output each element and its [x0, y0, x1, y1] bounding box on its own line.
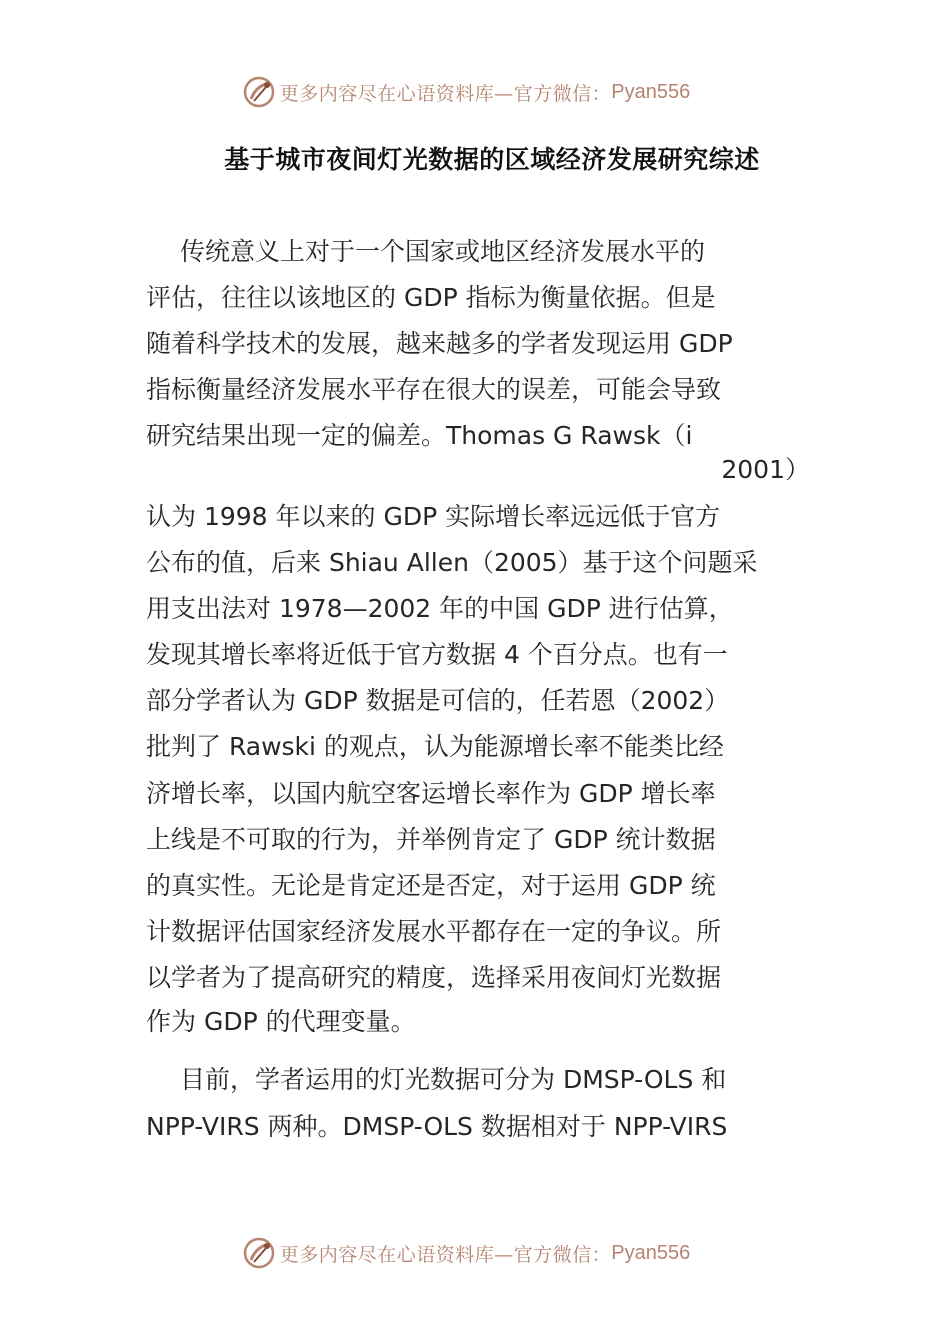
paragraph-line: NPP-VIRS 两种。DMSP-OLS 数据相对于 NPP-VIRS: [146, 1112, 728, 1141]
banner-wechat-id: Pyan556: [611, 1241, 691, 1264]
paragraph-line: 传统意义上对于一个国家或地区经济发展水平的: [180, 237, 706, 266]
page-title: 基于城市夜间灯光数据的区域经济发展研究综述: [224, 145, 760, 174]
paragraph-line: 研究结果出现一定的偏差。Thomas G Rawsk（i: [146, 421, 693, 450]
paragraph-line: 以学者为了提高研究的精度，选择采用夜间灯光数据: [146, 963, 722, 992]
paragraph-line: 计数据评估国家经济发展水平都存在一定的争议。所: [146, 917, 722, 946]
paragraph-line: 上线是不可取的行为，并举例肯定了 GDP 统计数据: [146, 825, 716, 854]
paragraph-line: 部分学者认为 GDP 数据是可信的，任若恩（2002）: [146, 686, 730, 715]
footer-banner: [0, 1233, 950, 1273]
header-banner: [0, 72, 950, 112]
banner-text: 更多内容尽在心语资料库—官方微信：: [279, 82, 612, 105]
paragraph-line: 认为 1998 年以来的 GDP 实际增长率远远低于官方: [146, 502, 721, 531]
paragraph-line: 2001）: [721, 455, 810, 484]
paragraph-line: 随着科学技术的发展，越来越多的学者发现运用 GDP: [146, 329, 733, 358]
paragraph-line: 用支出法对 1978—2002 年的中国 GDP 进行估算，: [146, 594, 734, 623]
paragraph-line: 评估，往往以该地区的 GDP 指标为衡量依据。但是: [146, 283, 716, 312]
paragraph-line: 指标衡量经济发展水平存在很大的误差，可能会导致: [146, 375, 722, 404]
paragraph-line: 公布的值，后来 Shiau Allen（2005）基于这个问题采: [146, 548, 758, 577]
logo-icon: [242, 75, 276, 109]
banner-wechat-id: Pyan556: [611, 80, 691, 103]
banner-text: 更多内容尽在心语资料库—官方微信：: [279, 1243, 612, 1266]
paragraph-line: 目前，学者运用的灯光数据可分为 DMSP-OLS 和: [180, 1065, 727, 1094]
paragraph-line: 发现其增长率将近低于官方数据 4 个百分点。也有一: [146, 640, 728, 669]
paragraph-line: 济增长率，以国内航空客运增长率作为 GDP 增长率: [146, 779, 716, 808]
paragraph-line: 作为 GDP 的代理变量。: [146, 1007, 416, 1036]
paragraph-line: 批判了 Rawski 的观点，认为能源增长率不能类比经: [146, 732, 724, 761]
paragraph-line: 的真实性。无论是肯定还是否定，对于运用 GDP 统: [146, 871, 716, 900]
logo-icon: [242, 1236, 276, 1270]
